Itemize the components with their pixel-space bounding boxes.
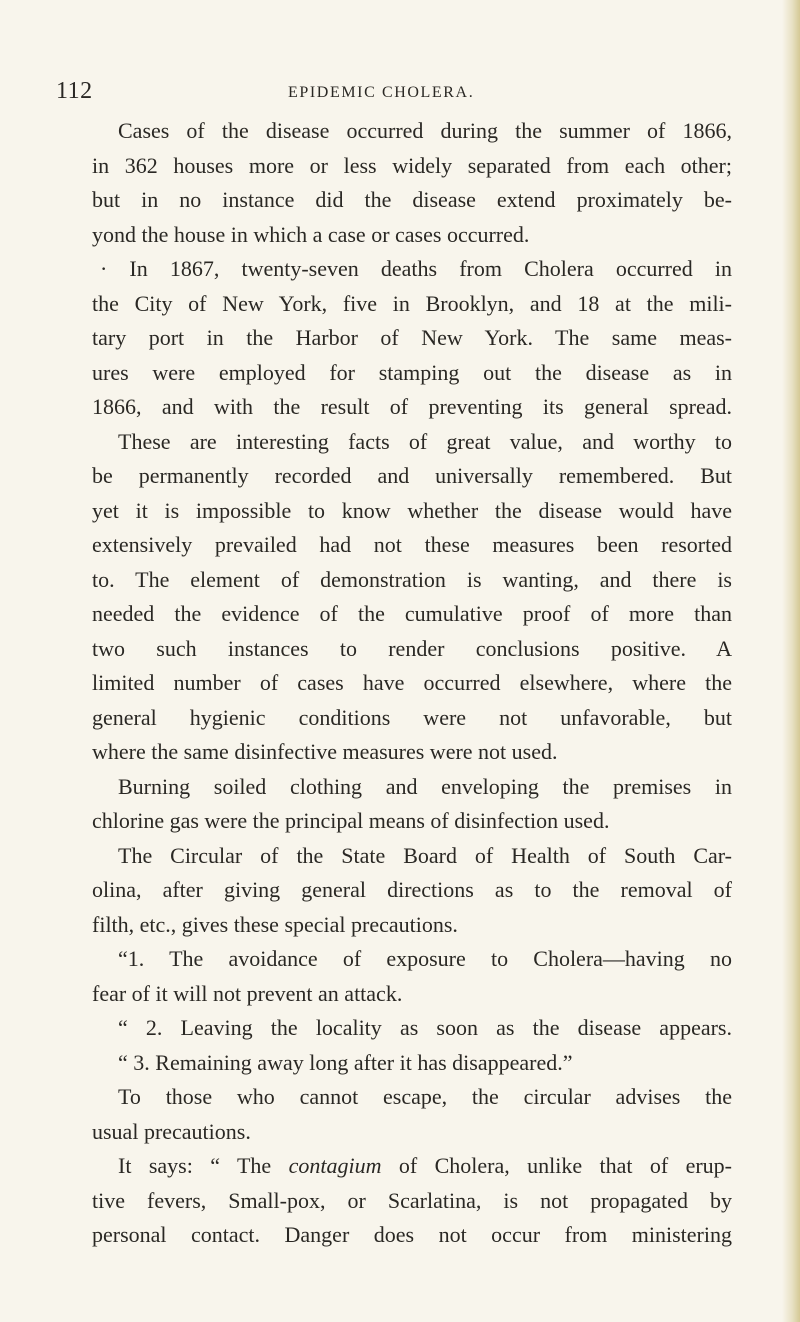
italic-word: contagium — [288, 1153, 382, 1178]
body-text — [92, 114, 732, 1253]
text-line: filth, etc., gives these special precautions. — [92, 911, 458, 937]
text-line: where the same disinfective measures were not used. — [92, 739, 558, 764]
text-line: 1866, and with the result of preventing its general spread. — [92, 394, 732, 419]
running-title: EPIDEMIC CHOLERA. — [288, 84, 475, 101]
text-line: chlorine gas were the principal means of disinfection used. — [92, 808, 610, 833]
text-fragment: of Cholera, unlike that of erup- — [398, 1153, 732, 1178]
text-line: These are interesting facts of great value, and worthy to — [118, 428, 732, 454]
text-line — [92, 1149, 732, 1184]
text-line: ures were employed for stamping out the disease as in — [92, 359, 732, 385]
text-line: The Circular of the State Board of Health of South Car- — [118, 842, 732, 868]
text-line: tary port in the Harbor of New York. The same meas- — [92, 325, 732, 350]
page-number: 112 — [56, 78, 93, 104]
text-line: · In 1867, twenty-seven deaths from Cholera occurred in — [100, 256, 732, 281]
text-line: fear of it will not prevent an attack. — [92, 980, 403, 1006]
text-line: “ 3. Remaining away long after it has disappeared.” — [118, 1049, 573, 1075]
text-line: to. The element of demonstration is wanting, and there is — [92, 566, 732, 592]
text-line: Cases of the disease occurred during the summer of 1866, — [118, 118, 732, 143]
text-line: limited number of cases have occurred elsewhere, where the — [92, 670, 732, 695]
text-line: the City of New York, five in Brooklyn, and 18 at the mili- — [92, 290, 732, 316]
text-line: two such instances to render conclusions positive. A — [92, 635, 732, 661]
text-line: usual precautions. — [92, 1118, 251, 1144]
text-fragment: It says: “ The — [118, 1153, 272, 1178]
text-line: needed the evidence of the cumulative proof of more than — [92, 601, 732, 626]
text-line: but in no instance did the disease extend proximately be- — [92, 187, 732, 212]
page-edge-shadow — [782, 0, 800, 1322]
text-line: personal contact. Danger does not occur from ministering — [92, 1222, 732, 1247]
text-line: To those who cannot escape, the circular advises the — [118, 1084, 732, 1109]
text-line: Burning soiled clothing and enveloping the premises in — [118, 773, 732, 799]
text-line: general hygienic conditions were not unfavorable, but — [92, 704, 732, 730]
text-line: tive fevers, Small-pox, or Scarlatina, is not propagated by — [92, 1187, 732, 1213]
text-line: olina, after giving general directions as to the removal of — [92, 877, 732, 902]
text-line: in 362 houses more or less widely separated from each other; — [92, 152, 732, 178]
text-line: be permanently recorded and universally remembered. But — [92, 463, 732, 488]
text-line: “ 2. Leaving the locality as soon as the disease appears. — [118, 1015, 732, 1040]
text-line: “1. The avoidance of exposure to Cholera—having no — [118, 946, 732, 971]
text-line: extensively prevailed had not these measures been resorted — [92, 532, 732, 557]
running-head — [56, 78, 756, 108]
text-line: yet it is impossible to know whether the disease would have — [92, 497, 732, 523]
text-line: yond the house in which a case or cases occurred. — [92, 221, 530, 247]
